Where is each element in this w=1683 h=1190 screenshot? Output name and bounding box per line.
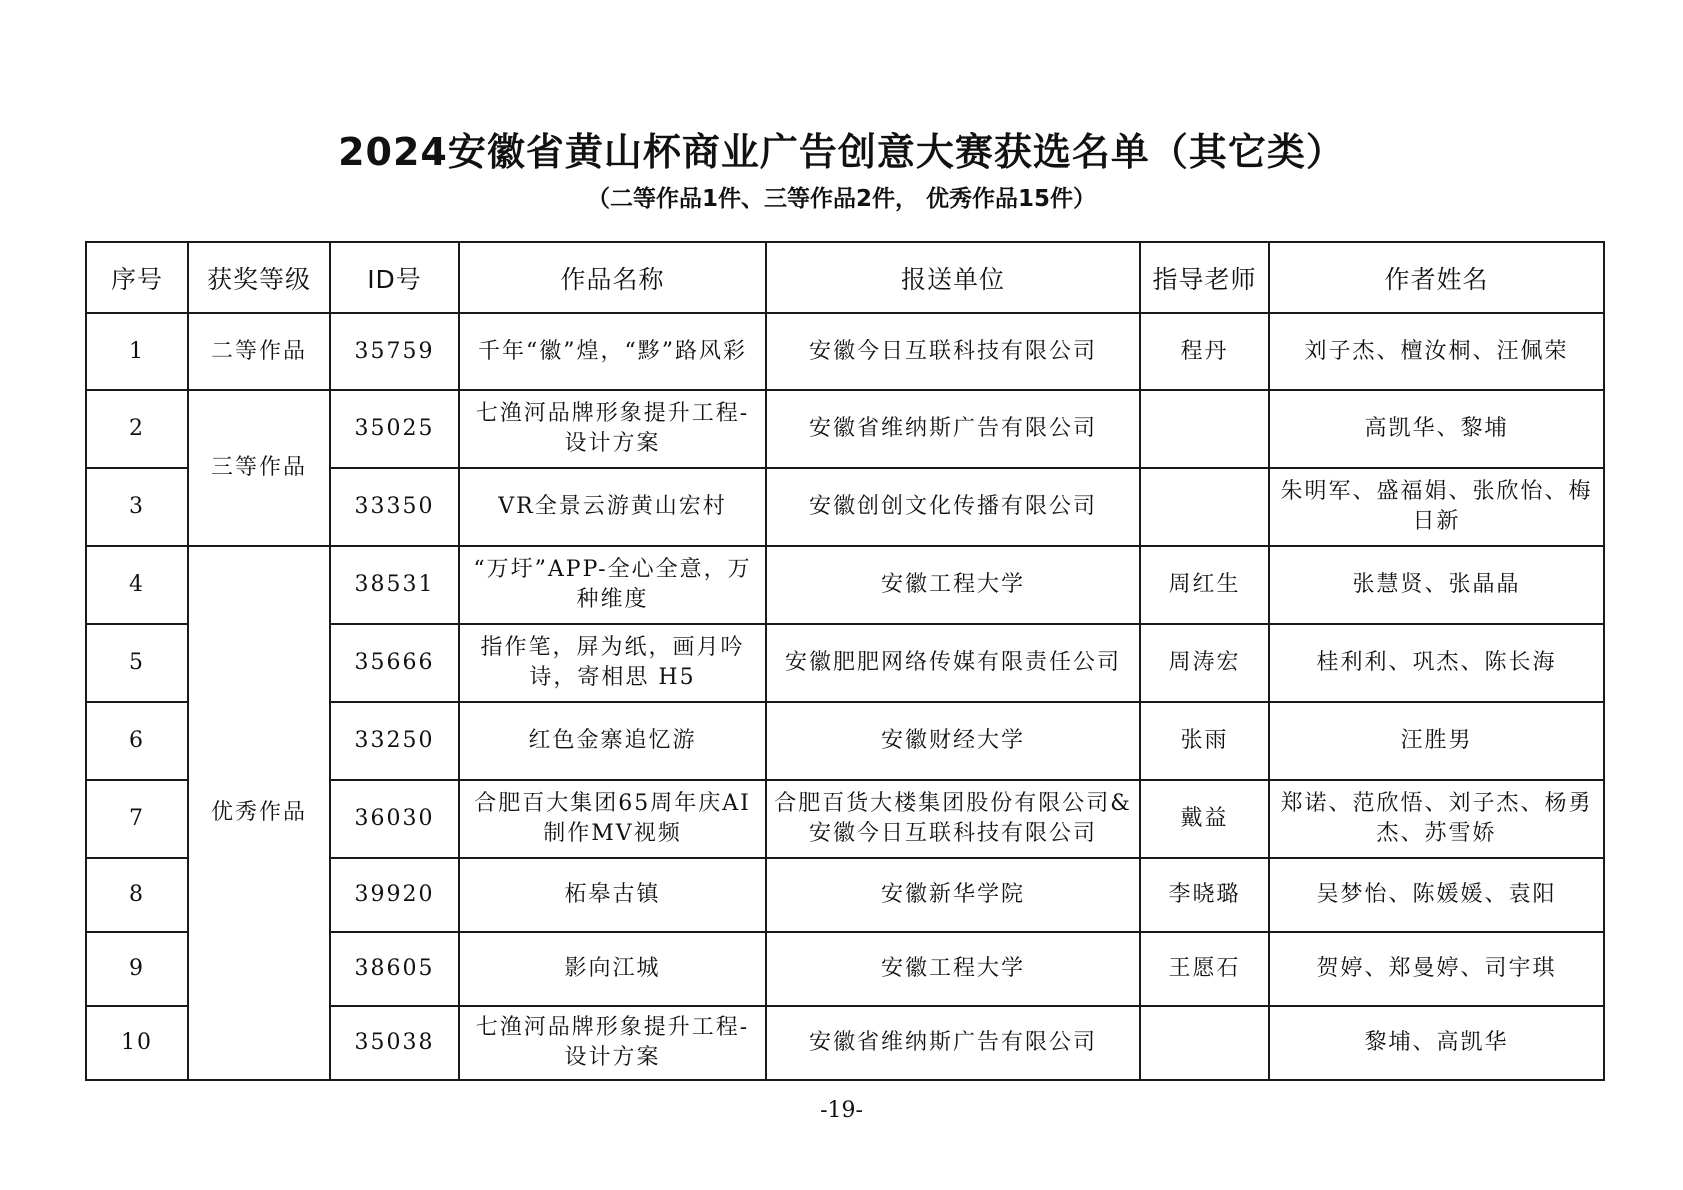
header-no: 序号 [86, 242, 188, 313]
row-work: 七渔河品牌形象提升工程-设计方案 [459, 1006, 766, 1080]
row-authors: 刘子杰、檀汝桐、汪佩荣 [1269, 313, 1604, 390]
row-authors: 贺婷、郑曼婷、司宇琪 [1269, 932, 1604, 1006]
table-row [86, 390, 1604, 468]
row-id: 33350 [330, 468, 459, 546]
header-teacher: 指导老师 [1140, 242, 1269, 313]
row-teacher: 程丹 [1140, 313, 1269, 390]
row-unit: 安徽工程大学 [766, 932, 1140, 1006]
row-id: 38531 [330, 546, 459, 624]
page-number: -19- [820, 1098, 863, 1123]
row-id: 35038 [330, 1006, 459, 1080]
row-id: 35025 [330, 390, 459, 468]
row-no: 10 [86, 1006, 188, 1080]
row-no: 6 [86, 702, 188, 780]
row-work: 千年“徽”煌，“黟”路风彩 [459, 313, 766, 390]
row-grade: 优秀作品 [188, 546, 330, 1080]
row-teacher: 周涛宏 [1140, 624, 1269, 702]
table-row [86, 313, 1604, 390]
row-no: 7 [86, 780, 188, 858]
header-work: 作品名称 [459, 242, 766, 313]
row-authors: 朱明军、盛福娟、张欣怡、梅日新 [1269, 468, 1604, 546]
row-no: 4 [86, 546, 188, 624]
row-work: 七渔河品牌形象提升工程-设计方案 [459, 390, 766, 468]
row-teacher [1140, 390, 1269, 468]
row-work: 指作笔，屏为纸，画月吟诗，寄相思 H5 [459, 624, 766, 702]
row-id: 35759 [330, 313, 459, 390]
row-id: 38605 [330, 932, 459, 1006]
row-teacher: 周红生 [1140, 546, 1269, 624]
row-unit: 安徽肥肥网络传媒有限责任公司 [766, 624, 1140, 702]
row-work: “万圩”APP-全心全意，万种维度 [459, 546, 766, 624]
row-teacher: 李晓璐 [1140, 858, 1269, 932]
row-work: 合肥百大集团65周年庆AI制作MV视频 [459, 780, 766, 858]
row-work: 影向江城 [459, 932, 766, 1006]
row-id: 39920 [330, 858, 459, 932]
row-no: 8 [86, 858, 188, 932]
row-unit: 安徽省维纳斯广告有限公司 [766, 390, 1140, 468]
row-unit: 安徽今日互联科技有限公司 [766, 313, 1140, 390]
award-list-table [85, 241, 1605, 1081]
row-authors: 吴梦怡、陈媛媛、袁阳 [1269, 858, 1604, 932]
row-unit: 安徽新华学院 [766, 858, 1140, 932]
row-authors: 张慧贤、张晶晶 [1269, 546, 1604, 624]
row-unit: 安徽工程大学 [766, 546, 1140, 624]
row-authors: 汪胜男 [1269, 702, 1604, 780]
row-work: 柘皋古镇 [459, 858, 766, 932]
row-teacher: 张雨 [1140, 702, 1269, 780]
row-authors: 桂利利、巩杰、陈长海 [1269, 624, 1604, 702]
table-row [86, 546, 1604, 624]
header-grade: 获奖等级 [188, 242, 330, 313]
document-title: 2024安徽省黄山杯商业广告创意大赛获选名单（其它类） [338, 130, 1345, 174]
row-authors: 郑诺、范欣悟、刘子杰、杨勇杰、苏雪娇 [1269, 780, 1604, 858]
row-no: 3 [86, 468, 188, 546]
row-grade: 二等作品 [188, 313, 330, 390]
row-teacher [1140, 1006, 1269, 1080]
row-unit: 安徽省维纳斯广告有限公司 [766, 1006, 1140, 1080]
row-authors: 高凯华、黎埔 [1269, 390, 1604, 468]
row-teacher: 戴益 [1140, 780, 1269, 858]
header-authors: 作者姓名 [1269, 242, 1604, 313]
row-id: 35666 [330, 624, 459, 702]
row-no: 1 [86, 313, 188, 390]
row-id: 36030 [330, 780, 459, 858]
row-no: 9 [86, 932, 188, 1006]
row-teacher [1140, 468, 1269, 546]
row-authors: 黎埔、高凯华 [1269, 1006, 1604, 1080]
header-unit: 报送单位 [766, 242, 1140, 313]
row-teacher: 王愿石 [1140, 932, 1269, 1006]
row-unit: 安徽财经大学 [766, 702, 1140, 780]
row-no: 5 [86, 624, 188, 702]
row-work: VR全景云游黄山宏村 [459, 468, 766, 546]
row-id: 33250 [330, 702, 459, 780]
row-work: 红色金寨追忆游 [459, 702, 766, 780]
row-unit: 合肥百货大楼集团股份有限公司&安徽今日互联科技有限公司 [766, 780, 1140, 858]
row-grade: 三等作品 [188, 390, 330, 546]
row-unit: 安徽创创文化传播有限公司 [766, 468, 1140, 546]
document-subtitle: （二等作品1件、三等作品2件， 优秀作品15件） [586, 186, 1097, 212]
row-no: 2 [86, 390, 188, 468]
header-id: ID号 [330, 242, 459, 313]
table-header-row [86, 242, 1604, 313]
